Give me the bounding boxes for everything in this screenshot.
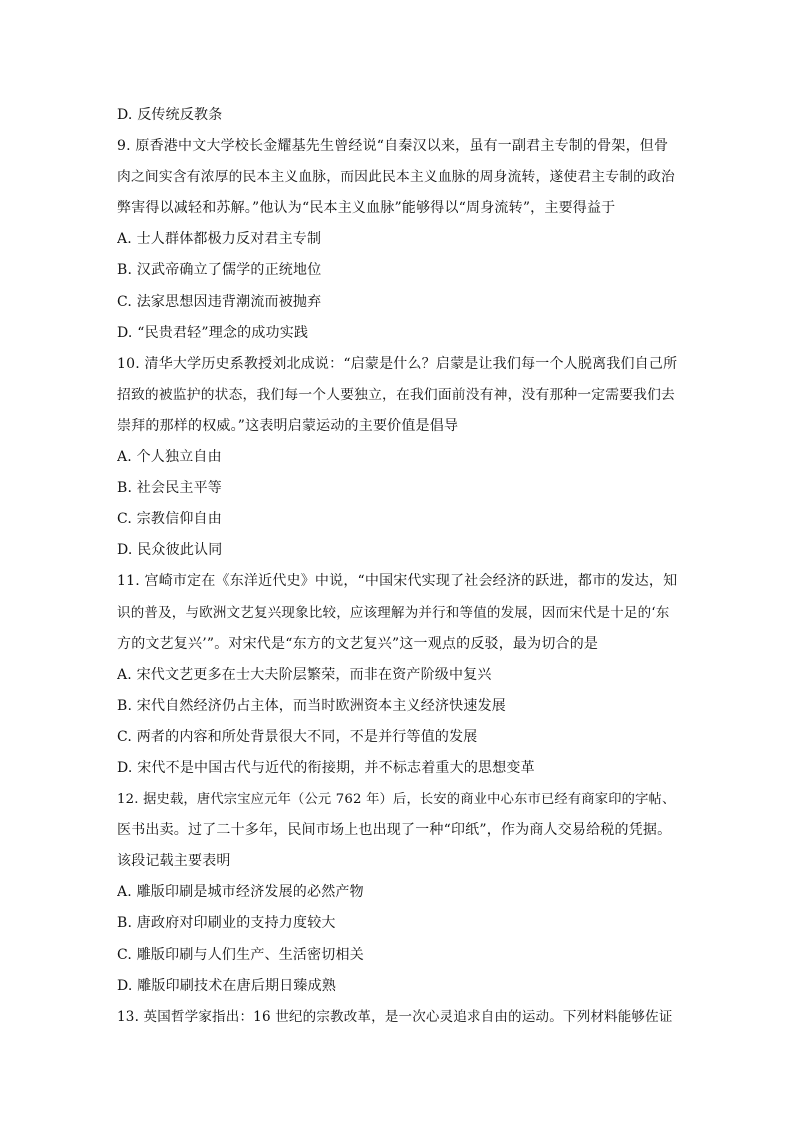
option-8d: D. 反传统反教条	[117, 107, 223, 123]
option-10b: B. 社会民主平等	[117, 480, 222, 497]
option-9b: B. 汉武帝确立了儒学的正统地位	[117, 262, 322, 279]
question-10-stem: 崇拜的那样的权威。”这表明启蒙运动的主要价值是倡导	[117, 417, 459, 434]
question-12-stem: 12. 据史载，唐代宗宝应元年（公元 762 年）后，长安的商业中心东市已经有商家印的字帖、	[117, 792, 676, 808]
option-10d: D. 民众彼此认同	[117, 542, 223, 559]
option-12b: B. 唐政府对印刷业的支持力度较大	[117, 915, 336, 932]
option-9d: D. “民贵君轻”理念的成功实践	[117, 324, 309, 341]
option-10a: A. 个人独立自由	[117, 449, 222, 466]
option-12d: D. 雕版印刷技术在唐后期日臻成熟	[117, 977, 337, 994]
option-11a: A. 宋代文艺更多在士大夫阶层繁荣，而非在资产阶级中复兴	[117, 666, 492, 683]
question-13-stem: 13. 英国哲学家指出：16 世纪的宗教改革，是一次心灵追求自由的运动。下列材料能够佐证	[117, 1008, 673, 1025]
document-page	[117, 100, 679, 1033]
question-12-stem: 医书出卖。过了二十多年，民间市场上也出现了一种“印纸”，作为商人交易给税的凭据。	[117, 822, 672, 839]
option-9c: C. 法家思想因违背潮流而被抛弃	[117, 293, 322, 310]
option-10c: C. 宗教信仰自由	[117, 511, 222, 528]
question-12-stem: 该段记载主要表明	[117, 853, 231, 870]
question-10-stem: 10. 清华大学历史系教授刘北成说：“启蒙是什么？启蒙是让我们每一个人脱离我们自己所	[117, 355, 678, 372]
question-10-stem: 招致的被监护的状态，我们每一个人要独立，在我们面前没有神，没有那种一定需要我们去	[117, 386, 676, 403]
question-11-stem: 识的普及，与欧洲文艺复兴现象比较，应该理解为并行和等值的发展，因而宋代是十足的‘东	[117, 604, 670, 621]
question-11-stem: 11. 宫崎市定在《东洋近代史》中说，“中国宋代实现了社会经济的跃进，都市的发达，知	[117, 573, 678, 590]
question-9-stem: 弊害得以减轻和苏解。”他认为“民本主义血脉”能够得以“周身流转”，主要得益于	[117, 200, 616, 217]
question-9-stem: 肉之间实含有浓厚的民本主义血脉，而因此民本主义血脉的周身流转，遂使君主专制的政治	[117, 169, 676, 186]
question-11-stem: 方的文艺复兴’”。对宋代是“东方的文艺复兴”这一观点的反驳，最为切合的是	[117, 635, 599, 652]
option-9a: A. 士人群体都极力反对君主专制	[117, 231, 322, 248]
option-12a: A. 雕版印刷是城市经济发展的必然产物	[117, 884, 364, 901]
option-12c: C. 雕版印刷与人们生产、生活密切相关	[117, 946, 364, 963]
option-11d: D. 宋代不是中国古代与近代的衔接期，并不标志着重大的思想变革	[117, 759, 535, 776]
option-11b: B. 宋代自然经济仍占主体，而当时欧洲资本主义经济快速发展	[117, 697, 506, 714]
option-11c: C. 两者的内容和所处背景很大不同，不是并行等值的发展	[117, 728, 478, 745]
question-9-stem: 9. 原香港中文大学校长金耀基先生曾经说“自秦汉以来，虽有一副君主专制的骨架，但骨	[117, 138, 669, 155]
